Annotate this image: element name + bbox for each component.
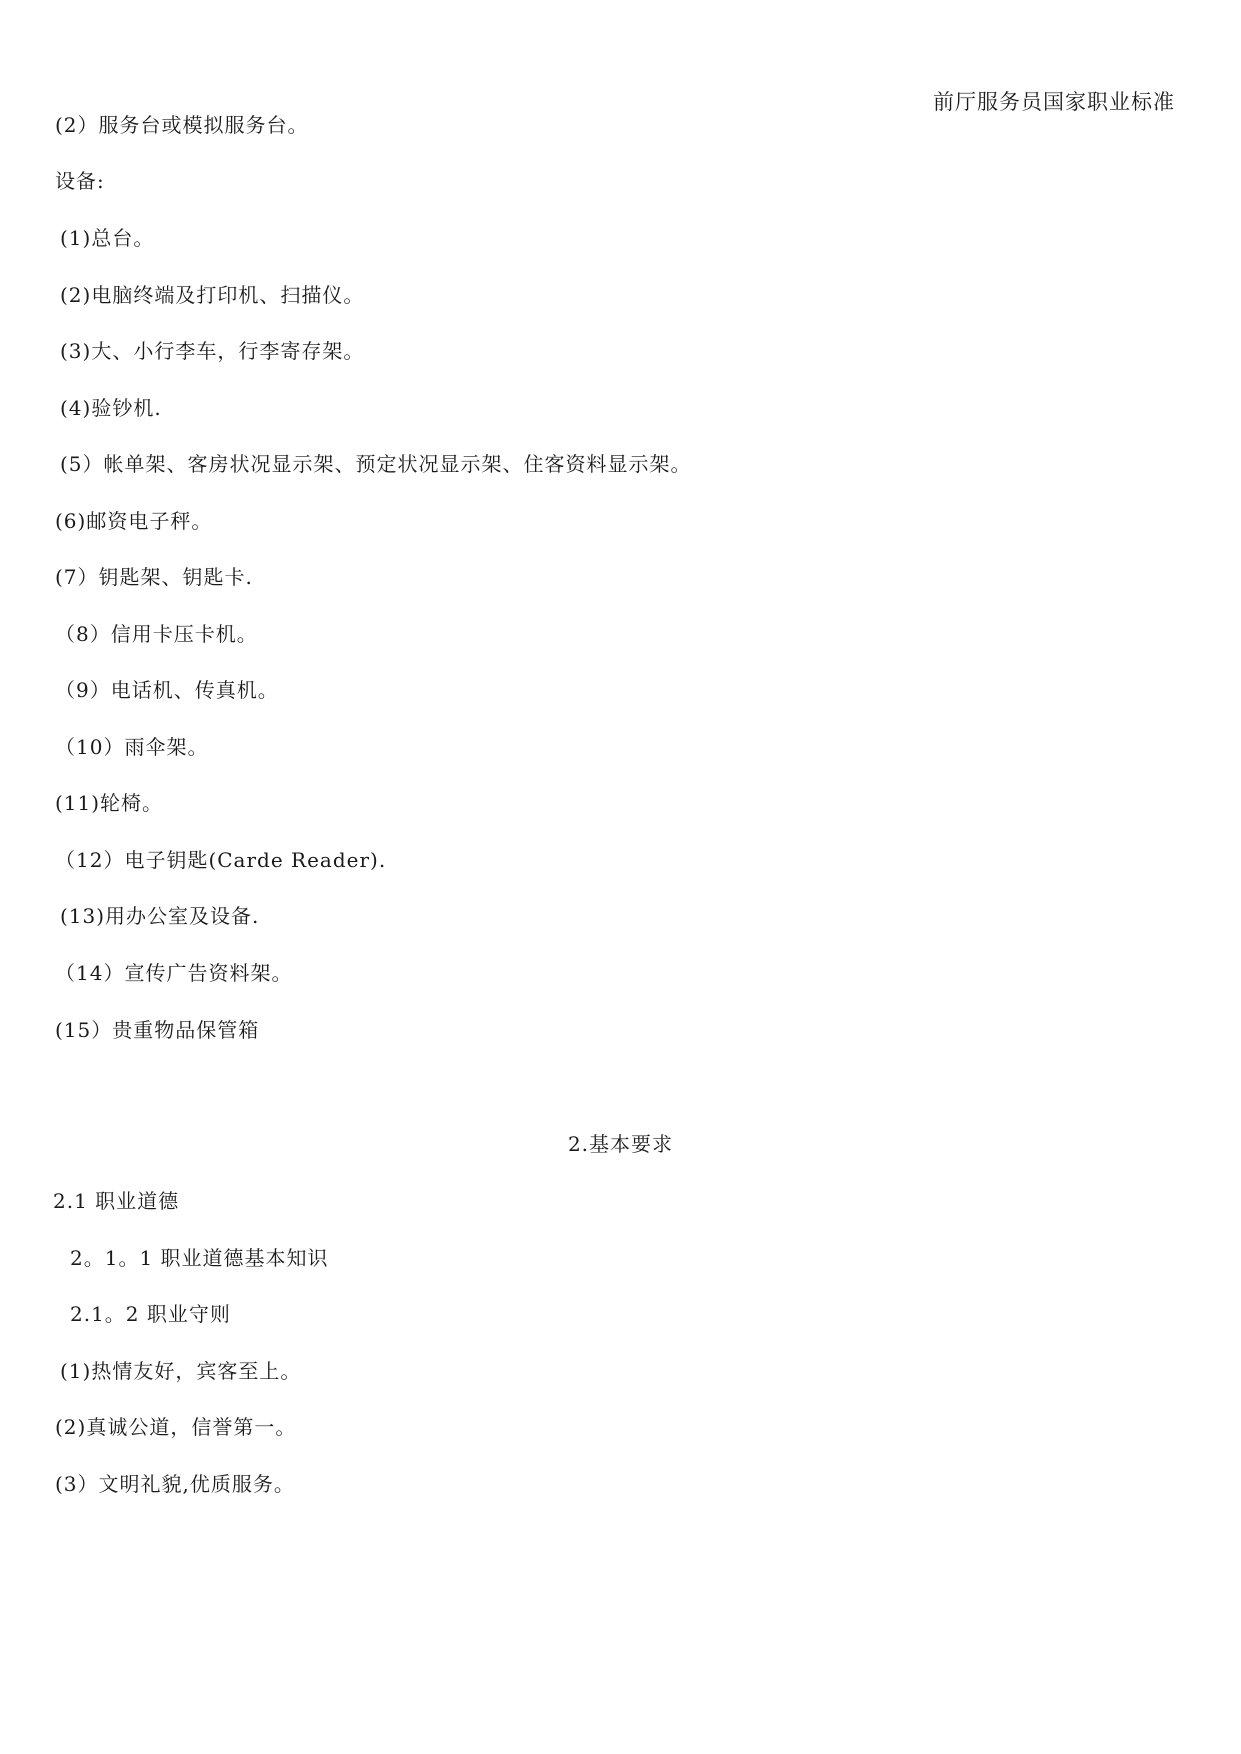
subsection-heading: 2.1。2 职业守则 — [70, 1302, 231, 1326]
page-header-title: 前厅服务员国家职业标准 — [933, 90, 1175, 114]
list-item: (3)大、小行李车，行李寄存架。 — [60, 339, 365, 363]
list-item: （9）电话机、传真机。 — [55, 678, 279, 702]
list-item: （12）电子钥匙(Carde Reader). — [55, 848, 387, 872]
list-item: （8）信用卡压卡机。 — [55, 622, 258, 646]
list-item: (3）文明礼貌,优质服务。 — [55, 1472, 295, 1496]
text-line: 设备: — [55, 169, 105, 193]
list-item: (5）帐单架、客房状况显示架、预定状况显示架、住客资料显示架。 — [60, 452, 692, 476]
list-item: (1)热情友好，宾客至上。 — [60, 1359, 302, 1383]
subsection-heading: 2.1 职业道德 — [53, 1189, 180, 1213]
list-item: （14）宣传广告资料架。 — [55, 961, 293, 985]
text-line: (2）服务台或模拟服务台。 — [55, 113, 309, 137]
section-title: 2.基本要求 — [567, 1132, 674, 1156]
list-item: (7）钥匙架、钥匙卡. — [55, 565, 253, 589]
list-item: (4)验钞机. — [60, 396, 162, 420]
list-item: (6)邮资电子秤。 — [55, 509, 213, 533]
list-item: (15）贵重物品保管箱 — [55, 1018, 260, 1042]
list-item: (2)真诚公道，信誉第一。 — [55, 1415, 297, 1439]
list-item: (1)总台。 — [60, 226, 155, 250]
list-item: (2)电脑终端及打印机、扫描仪。 — [60, 283, 365, 307]
subsection-heading: 2。1。1 职业道德基本知识 — [70, 1246, 329, 1270]
list-item: (11)轮椅。 — [55, 791, 164, 815]
list-item: (13)用办公室及设备. — [60, 904, 260, 928]
list-item: （10）雨伞架。 — [55, 735, 209, 759]
